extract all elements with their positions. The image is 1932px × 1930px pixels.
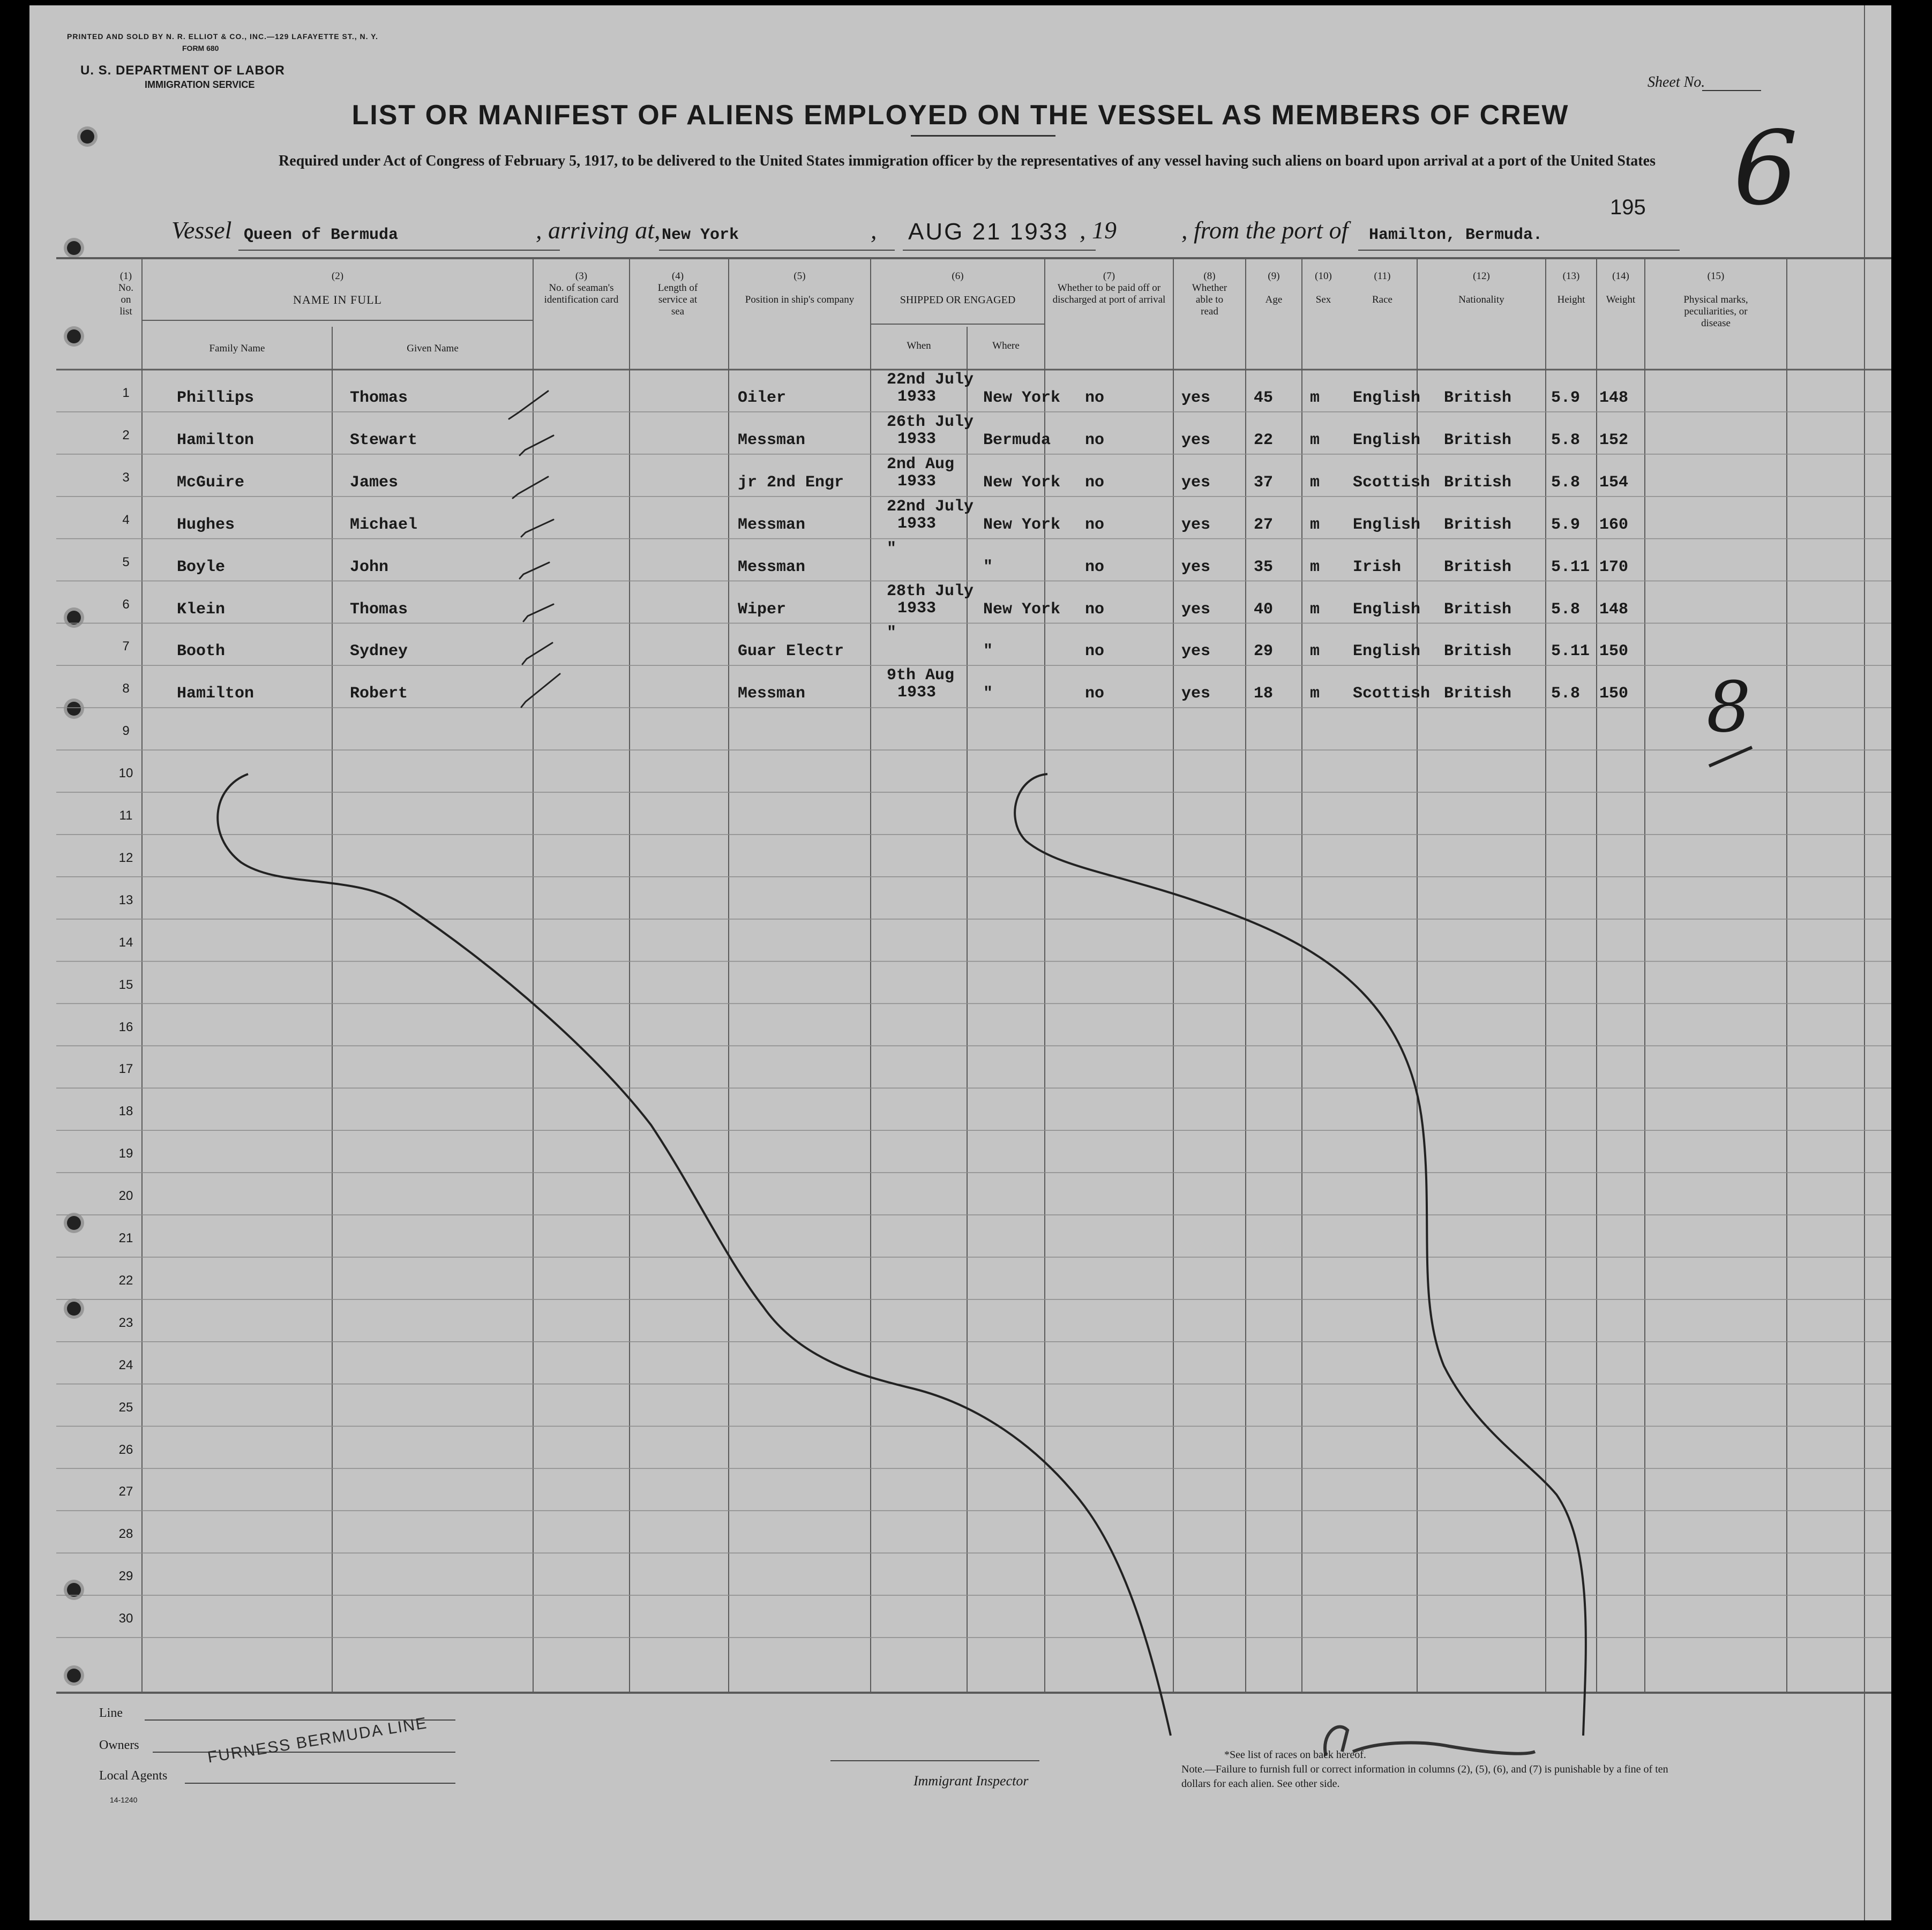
handwritten-count: 8 <box>1706 666 1751 748</box>
col15-header: (15) Physical marks, peculiarities, or disease <box>1683 271 1748 329</box>
height-cell: 5.8 <box>1551 431 1581 449</box>
shipped-where-cell: " <box>983 642 993 661</box>
weight-cell: 154 <box>1599 473 1629 492</box>
col4-header: (4) Length of service at sea <box>657 271 698 317</box>
handwriting-layer <box>29 5 1891 1920</box>
page-subtitle: Required under Act of Congress of February 5, 1917, to be delivered to the United States immigration officer by the representatives of any vessel having such aliens on board upon arrival at a port of the United States <box>279 153 1656 169</box>
nationality-cell: British <box>1444 389 1512 407</box>
height-cell: 5.9 <box>1551 515 1581 534</box>
row-number: 22 <box>118 1273 133 1288</box>
position-cell: jr 2nd Engr <box>738 473 844 492</box>
shipped-when-cell: 2nd Aug <box>887 455 955 474</box>
able-to-read-cell: yes <box>1181 558 1211 576</box>
weight-cell: 160 <box>1599 515 1629 534</box>
row-number: 11 <box>119 808 133 823</box>
row-number: 26 <box>118 1442 133 1457</box>
shipped-where-cell: New York <box>983 515 1061 534</box>
manifest-sheet <box>29 5 1891 1920</box>
nationality-cell: British <box>1444 600 1512 619</box>
position-cell: Messman <box>738 685 806 703</box>
given-name-cell: Stewart <box>350 431 418 449</box>
paid-off-cell: no <box>1085 389 1105 407</box>
weight-cell: 148 <box>1599 600 1629 619</box>
vessel-name: Queen of Bermuda <box>244 226 399 244</box>
race-cell: English <box>1353 431 1421 449</box>
race-cell: English <box>1353 642 1421 661</box>
arriving-label: , arriving at, <box>536 216 661 244</box>
col5-header: (5) Position in ship's company <box>745 271 855 305</box>
owners-label: Owners <box>99 1738 139 1752</box>
able-to-read-cell: yes <box>1181 600 1211 619</box>
sex-cell: m <box>1310 389 1320 407</box>
family-name-cell: Hamilton <box>177 685 254 703</box>
height-cell: 5.11 <box>1551 558 1590 576</box>
weight-cell: 152 <box>1599 431 1629 449</box>
paid-off-cell: no <box>1085 515 1105 534</box>
row-number: 18 <box>118 1104 133 1119</box>
year-label: , 19 <box>1080 216 1117 244</box>
paid-off-cell: no <box>1085 642 1105 661</box>
shipped-where-cell: " <box>983 558 993 576</box>
form-code: 14-1240 <box>110 1796 138 1804</box>
row-number: 13 <box>118 892 133 907</box>
able-to-read-cell: yes <box>1181 473 1211 492</box>
shipped-where-cell: New York <box>983 389 1061 407</box>
shipped-when-cell: " <box>887 539 897 558</box>
family-name-cell: Phillips <box>177 389 254 407</box>
row-number: 5 <box>122 554 130 569</box>
row-number: 29 <box>118 1569 133 1584</box>
row-number: 8 <box>122 681 130 696</box>
family-name-cell: Booth <box>177 642 226 661</box>
row-number: 16 <box>118 1019 133 1034</box>
row-number: 17 <box>118 1062 133 1077</box>
family-name-cell: McGuire <box>177 473 245 492</box>
col1-header: (1) No. on list <box>118 271 133 317</box>
row-number: 2 <box>122 427 130 442</box>
row-number: 21 <box>118 1231 133 1245</box>
height-cell: 5.8 <box>1551 600 1581 619</box>
weight-cell: 150 <box>1599 642 1629 661</box>
row-number: 9 <box>122 724 130 739</box>
agent-stamp: FURNESS BERMUDA LINE <box>206 1714 429 1767</box>
col11-header: (11) Race <box>1372 271 1392 305</box>
sex-cell: m <box>1310 600 1320 619</box>
printer-line: PRINTED AND SOLD BY N. R. ELLIOT & CO., INC.—129 LAFAYETTE ST., N. Y. <box>67 32 378 41</box>
shipped-when-cell: 28th July <box>887 582 974 600</box>
able-to-read-cell: yes <box>1181 515 1211 534</box>
position-cell: Guar Electr <box>738 642 844 661</box>
sex-cell: m <box>1310 515 1320 534</box>
shipped-where-cell: New York <box>983 600 1061 619</box>
col3-header: (3) No. of seaman's identification card <box>544 271 619 305</box>
age-cell: 22 <box>1254 431 1274 449</box>
height-cell: 5.8 <box>1551 473 1581 492</box>
col9-header: (9) Age <box>1265 271 1283 305</box>
weight-cell: 170 <box>1599 558 1629 576</box>
row-number: 14 <box>118 935 133 950</box>
weight-cell: 150 <box>1599 685 1629 703</box>
col7-header: (7) Whether to be paid off or discharged at port of arrival <box>1052 271 1166 305</box>
form-number: FORM 680 <box>182 44 219 52</box>
agents-rule <box>185 1783 455 1784</box>
row-number: 6 <box>122 597 130 612</box>
race-cell: English <box>1353 515 1421 534</box>
age-cell: 18 <box>1254 685 1274 703</box>
shipped-when-cell: 22nd July <box>887 371 974 389</box>
arrival-port: New York <box>662 226 739 244</box>
page-title: LIST OR MANIFEST OF ALIENS EMPLOYED ON THE VESSEL AS MEMBERS OF CREW <box>351 100 1569 131</box>
shipped-where-cell: Bermuda <box>983 431 1051 449</box>
row-number: 3 <box>122 470 130 485</box>
row-number: 7 <box>122 639 130 654</box>
col6-header: (6) SHIPPED OR ENGAGED <box>900 271 1016 306</box>
sex-cell: m <box>1310 431 1320 449</box>
family-name-cell: Hamilton <box>177 431 254 449</box>
position-cell: Messman <box>738 558 806 576</box>
race-cell: English <box>1353 389 1421 407</box>
immigrant-inspector-label: Immigrant Inspector <box>913 1773 1029 1789</box>
col10-header: (10) Sex <box>1315 271 1332 305</box>
given-name-cell: Robert <box>350 685 408 703</box>
when-header: When <box>907 340 931 351</box>
shipped-year-cell: 1933 <box>897 514 937 533</box>
age-cell: 27 <box>1254 515 1274 534</box>
comma: , <box>871 216 877 244</box>
nationality-cell: British <box>1444 642 1512 661</box>
department-label: U. S. DEPARTMENT OF LABOR <box>80 63 285 78</box>
race-cell: Irish <box>1353 558 1402 576</box>
shipped-year-cell: 1933 <box>897 599 937 618</box>
check-marks <box>509 391 560 707</box>
row-number: 25 <box>118 1400 133 1415</box>
age-cell: 37 <box>1254 473 1274 492</box>
from-port-label: , from the port of <box>1181 216 1349 244</box>
race-cell: Scottish <box>1353 685 1431 703</box>
nationality-cell: British <box>1444 431 1512 449</box>
able-to-read-cell: yes <box>1181 685 1211 703</box>
shipped-where-cell: New York <box>983 473 1061 492</box>
col12-header: (12) Nationality <box>1458 271 1504 305</box>
row-number: 10 <box>118 766 133 781</box>
family-name-cell: Hughes <box>177 515 235 534</box>
able-to-read-cell: yes <box>1181 431 1211 449</box>
shipped-year-cell: 1933 <box>897 388 937 406</box>
arrival-date-stamp: AUG 21 1933 <box>908 219 1069 245</box>
sex-cell: m <box>1310 558 1320 576</box>
paid-off-cell: no <box>1085 431 1105 449</box>
col14-header: (14) Weight <box>1606 271 1636 305</box>
height-cell: 5.8 <box>1551 685 1581 703</box>
where-header: Where <box>992 340 1020 351</box>
row-number: 4 <box>122 512 130 527</box>
nationality-cell: British <box>1444 473 1512 492</box>
family-name-header: Family Name <box>209 343 265 354</box>
handwritten-sheet-number: 6 <box>1733 109 1798 228</box>
count-slash <box>1709 747 1752 766</box>
page-number: 195 <box>1610 196 1646 219</box>
position-cell: Oiler <box>738 389 787 407</box>
paid-off-cell: no <box>1085 473 1105 492</box>
race-cell: Scottish <box>1353 473 1431 492</box>
departure-port: Hamilton, Bermuda. <box>1369 226 1543 244</box>
cancel-curve-left <box>218 774 1171 1736</box>
shipped-year-cell: 1933 <box>897 472 937 491</box>
local-agents-label: Local Agents <box>99 1769 168 1783</box>
height-cell: 5.9 <box>1551 389 1581 407</box>
nationality-cell: British <box>1444 515 1512 534</box>
age-cell: 40 <box>1254 600 1274 619</box>
row-number: 12 <box>118 850 133 865</box>
position-cell: Messman <box>738 431 806 449</box>
family-name-cell: Boyle <box>177 558 226 576</box>
row-number: 27 <box>118 1484 133 1499</box>
age-cell: 35 <box>1254 558 1274 576</box>
shipped-year-cell: 1933 <box>897 684 937 702</box>
sex-cell: m <box>1310 642 1320 661</box>
sex-cell: m <box>1310 685 1320 703</box>
paid-off-cell: no <box>1085 600 1105 619</box>
weight-cell: 148 <box>1599 389 1629 407</box>
row-number: 23 <box>118 1315 133 1330</box>
shipped-when-cell: " <box>887 624 897 643</box>
nationality-cell: British <box>1444 558 1512 576</box>
sex-cell: m <box>1310 473 1320 492</box>
position-cell: Messman <box>738 515 806 534</box>
given-name-cell: James <box>350 473 399 492</box>
row-number: 28 <box>118 1527 133 1542</box>
age-cell: 45 <box>1254 389 1274 407</box>
col13-header: (13) Height <box>1557 271 1585 305</box>
family-name-cell: Klein <box>177 600 226 619</box>
given-name-cell: Sydney <box>350 642 408 661</box>
cancel-curve-right <box>1015 774 1586 1736</box>
able-to-read-cell: yes <box>1181 389 1211 407</box>
row-number: 30 <box>118 1611 133 1626</box>
penalty-note: Note.—Failure to furnish full or correct information in columns (2), (5), (6), and (7) is punishable by a fine of ten dollars for each alien. See other side. <box>1181 1763 1668 1790</box>
paid-off-cell: no <box>1085 685 1105 703</box>
able-to-read-cell: yes <box>1181 642 1211 661</box>
given-name-cell: Thomas <box>350 600 408 619</box>
sheet-number-label: Sheet No. <box>1648 74 1705 91</box>
shipped-where-cell: " <box>983 685 993 703</box>
row-number: 15 <box>118 977 133 992</box>
col2-header: (2) NAME IN FULL <box>293 271 382 306</box>
col8-header: (8) Whether able to read <box>1192 271 1227 317</box>
shipped-year-cell: 1933 <box>897 430 937 448</box>
paid-off-cell: no <box>1085 558 1105 576</box>
shipped-when-cell: 9th Aug <box>887 666 955 685</box>
row-number: 24 <box>118 1357 133 1372</box>
shipped-when-cell: 26th July <box>887 412 974 431</box>
vessel-label: Vessel <box>171 216 232 244</box>
given-name-header: Given Name <box>407 343 459 354</box>
inspector-rule <box>830 1760 1039 1761</box>
given-name-cell: Michael <box>350 515 418 534</box>
row-number: 19 <box>118 1146 133 1161</box>
height-cell: 5.11 <box>1551 642 1590 661</box>
row-number: 1 <box>122 386 130 400</box>
race-cell: English <box>1353 600 1421 619</box>
races-note: *See list of races on back hereof. <box>1224 1749 1366 1761</box>
given-name-cell: Thomas <box>350 389 408 407</box>
age-cell: 29 <box>1254 642 1274 661</box>
shipped-when-cell: 22nd July <box>887 497 974 516</box>
line-label: Line <box>99 1706 123 1720</box>
row-number: 20 <box>118 1189 133 1204</box>
service-label: IMMIGRATION SERVICE <box>145 79 255 90</box>
position-cell: Wiper <box>738 600 787 619</box>
given-name-cell: John <box>350 558 389 576</box>
nationality-cell: British <box>1444 685 1512 703</box>
